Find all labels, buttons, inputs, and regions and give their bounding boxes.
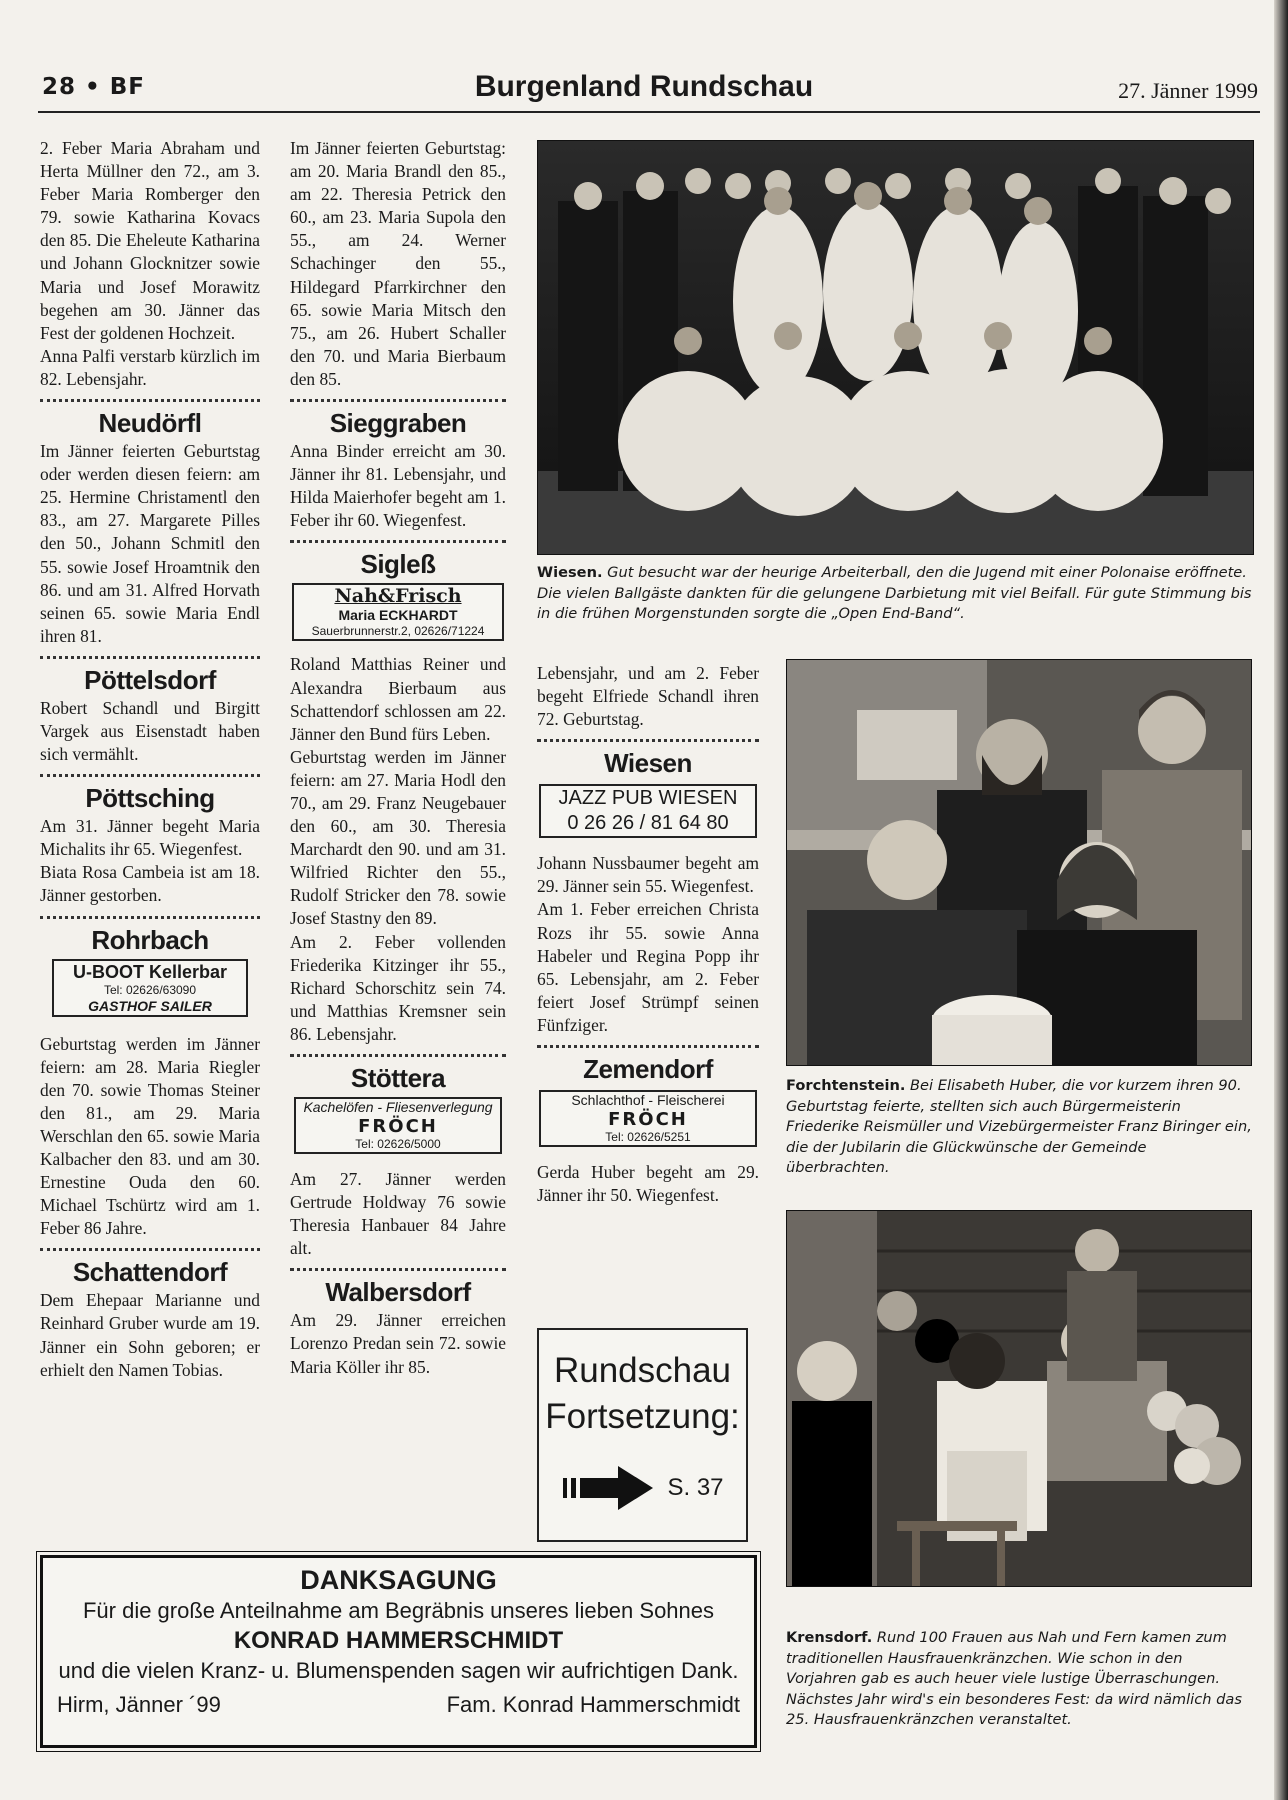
article-text: Anna Palfi verstarb kürzlich im 82. Lebensjahr. — [40, 345, 260, 389]
dotted-divider — [40, 399, 260, 402]
article-text: Lebensjahr, und am 2. Feber begeht Elfriede Schandl ihren 72. Geburtstag. — [537, 663, 759, 730]
ad-owner: Maria ECKHARDT — [338, 607, 458, 624]
header-rule — [38, 111, 1260, 113]
article-text: Im Jänner feierten Geburtstag oder werden diesen feiern: am 25. Hermine Christamentl den 83., am 27. Margarete Pilles den 50., Johann Schmitl den 55. sowie Josef Hroamtnik den 86. und am 31. Alfred Horvath seinen 65. sowie Maria Endl ihren 81. — [40, 441, 260, 646]
dotted-divider — [290, 1054, 506, 1057]
dotted-divider — [537, 1045, 759, 1048]
article-text: Am 2. Feber vollenden Friederika Kitzinger ihr 55., Richard Schorschitz sein 74. und Matthias Kremsner sein 86. Lebensjahr. — [290, 931, 506, 1044]
section-heading-zemendorf: Zemendorf — [583, 1054, 713, 1085]
ad-jazz-pub-wiesen — [539, 784, 757, 838]
caption-text: Gut besucht war der heurige Arbeiterball, den die Jugend mit einer Polonaise eröffnete. Die vielen Ballgäste dankten für die gelungene Darbietung mit viel Beifall. Für gute Stimmung bis in die frühen Morgenstunden sorgte die „Open End-Band“. — [537, 564, 1252, 622]
article-text: Biata Rosa Cambeia ist am 18. Jänner gestorben. — [40, 862, 260, 906]
dotted-divider — [537, 739, 759, 742]
article-text: Robert Schandl und Birgitt Vargek aus Eisenstadt haben sich vermählt. — [40, 697, 260, 765]
continuation-line2: Fortsetzung: — [545, 1397, 740, 1436]
ad-top-line: Schlachthof - Fleischerei — [571, 1092, 725, 1109]
article-text: Im Jänner feierten Geburtstag: am 20. Maria Brandl den 85., am 22. Theresia Petrick den 60., am 23. Maria Supola den 55., am 24. Werner Schachinger den 55., Hildegard Pfarrkirchner den 65. sowie Maria Mitsch den 75., am 26. Hubert Schaller den 70. und Maria Bierbaum den 85. — [290, 138, 506, 389]
ad-phone: 0 26 26 / 81 64 80 — [567, 812, 729, 835]
article-text: 2. Feber Maria Abraham und Herta Müllner den 72., am 3. Feber Maria Romberger den 79. sowie Katharina Kovacs den 85. Die Eheleute Katharina und Johann Glocknitzer sowie Maria und Josef Morawitz begehen am 30. Jänner das Fest der goldenen Hochzeit. — [40, 138, 260, 343]
photo-krensdorf — [786, 1210, 1252, 1587]
caption-krensdorf — [786, 1628, 1254, 1731]
article-text: Dem Ehepaar Marianne und Reinhard Gruber wurde am 19. Jänner ein Sohn geboren; er erhielt den Namen Tobias. — [40, 1290, 260, 1380]
column-2 — [290, 137, 506, 1379]
ad-froech-fleischerei — [539, 1090, 757, 1147]
article-text: Am 1. Feber erreichen Christa Rozs ihr 55. sowie Anna Habeler und Regina Popp ihr 65. Lebensjahr, am 2. Feber feiert Josef Strümpf seinen Fünfziger. — [537, 899, 759, 1035]
ad-title: FRÖCH — [608, 1109, 688, 1131]
article-text: Anna Binder erreicht am 30. Jänner ihr 81. Lebensjahr, und Hilda Maierhofer begeht am 1. Feber ihr 60. Wiegenfest. — [290, 441, 506, 531]
article-text: Johann Nussbaumer begeht am 29. Jänner sein 55. Wiegenfest. — [537, 853, 759, 897]
caption-place: Krensdorf. — [786, 1629, 873, 1646]
ball-photo-illustration — [538, 141, 1253, 554]
section-heading-schattendorf: Schattendorf — [72, 1257, 228, 1288]
column-1 — [40, 137, 260, 1382]
page-number: 28 • BF — [42, 74, 145, 100]
article-text: Geburtstag werden im Jänner feiern: am 28. Maria Riegler den 70. sowie Thomas Steiner den 81., am 29. Maria Werschlan den 65. sowie Maria Kalbacher den 83. und am 30. Ernestine Ouda den 60. Michael Tschürtz wird am 1. Feber 86 Jahre. — [40, 1033, 260, 1239]
arrow-right-icon — [561, 1466, 657, 1510]
page-edge — [1274, 0, 1288, 1800]
ad-froech-kacheloefen — [294, 1097, 502, 1154]
caption-text: Rund 100 Frauen aus Nah und Fern kamen zum traditionellen Hausfrauenkränzchen. Wie schon in den Vorjahren gab es auch heuer viele lustige Überraschungen. Nächstes Jahr wird's ein besonderes Fest: da wird nämlich das 25. Hausfrauenkränzchen veranstaltet. — [786, 1629, 1242, 1728]
continuation-pointer — [539, 1466, 746, 1510]
notice-line: und die vielen Kranz- u. Blumenspenden sagen wir aufrichtigen Dank. — [58, 1658, 739, 1683]
section-heading-stoettera: Stöttera — [350, 1063, 446, 1093]
ad-address: Sauerbrunnerstr.2, 02626/71224 — [311, 624, 485, 639]
continuation-line1: Rundschau — [553, 1351, 732, 1390]
section-heading-walbersdorf: Walbersdorf — [325, 1277, 471, 1308]
caption-text: Bei Elisabeth Huber, die vor kurzem ihren 90. Geburtstag feierte, stellten sich auch Bürgermeisterin Friederike Reismüller und Vizebürgermeister Franz Biringer ein, die der Jubilarin die Glückwünsche der Gemeinde überbrachten. — [786, 1077, 1252, 1176]
ad-title: JAZZ PUB WIESEN — [558, 787, 738, 810]
photo-wiesen-ball — [537, 140, 1254, 555]
birthday-photo-illustration — [787, 660, 1251, 1065]
notice-line: Für die große Anteilnahme am Begräbnis unseres lieben Sohnes — [82, 1598, 715, 1623]
caption-place: Forchtenstein. — [786, 1077, 906, 1094]
section-heading-sigless: Sigleß — [360, 549, 436, 580]
ad-phone: Tel: 02626/5000 — [355, 1137, 441, 1151]
continuation-page-ref: S. 37 — [667, 1474, 724, 1501]
column-3 — [537, 662, 759, 1207]
dotted-divider — [290, 1268, 506, 1271]
caption-wiesen — [537, 563, 1254, 625]
notice-place-date: Hirm, Jänner ´99 — [57, 1692, 221, 1717]
ad-uboot-kellerbar — [52, 959, 248, 1017]
section-heading-poettsching: Pöttsching — [85, 783, 215, 814]
section-heading-neudoerfl: Neudörfl — [98, 408, 202, 439]
ad-title: U-BOOT Kellerbar — [72, 961, 228, 982]
dotted-divider — [40, 1248, 260, 1251]
article-text: Am 31. Jänner begeht Maria Michalits ihr 65. Wiegenfest. — [40, 816, 260, 860]
section-heading-sieggraben: Sieggraben — [329, 408, 467, 439]
ad-title: FRÖCH — [358, 1116, 438, 1137]
article-text: Roland Matthias Reiner und Alexandra Bierbaum aus Schattendorf schlossen am 22. Jänner den Bund fürs Leben. — [290, 654, 506, 744]
continuation-box — [537, 1328, 748, 1542]
nah-frisch-logo: Nah&Frisch — [334, 585, 462, 608]
article-text: Geburtstag werden im Jänner feiern: am 27. Maria Hodl den 70., am 29. Franz Neugebauer den 60., am 30. Theresia Marchardt den 90. und am 31. Wilfried Richter den 55., Rudolf Stricker den 78. sowie Josef Stastny den 89. — [290, 746, 506, 929]
dotted-divider — [290, 540, 506, 543]
issue-date: 27. Jänner 1999 — [1118, 78, 1258, 103]
article-text: Am 29. Jänner erreichen Lorenzo Predan sein 72. sowie Maria Köller ihr 85. — [290, 1310, 506, 1377]
danksagung-notice — [40, 1555, 757, 1748]
notice-name: KONRAD HAMMERSCHMIDT — [233, 1627, 564, 1654]
section-heading-wiesen: Wiesen — [604, 748, 692, 779]
ad-phone: Tel: 02626/5251 — [605, 1130, 691, 1145]
notice-footer — [43, 1686, 754, 1720]
dotted-divider — [40, 656, 260, 659]
ad-phone: Tel: 02626/63090 — [103, 982, 197, 997]
newspaper-title: Burgenland Rundschau — [474, 70, 814, 103]
dotted-divider — [40, 774, 260, 777]
ad-nah-frisch — [292, 583, 504, 641]
notice-title: DANKSAGUNG — [300, 1565, 497, 1595]
ad-subtitle: GASTHOF SAILER — [88, 997, 212, 1014]
section-heading-poettelsdorf: Pöttelsdorf — [84, 664, 216, 695]
article-text: Gerda Huber begeht am 29. Jänner ihr 50. Wiegenfest. — [537, 1162, 759, 1206]
caption-forchtenstein — [786, 1076, 1254, 1179]
ad-top-line: Kachelöfen - Fliesenverlegung — [303, 1099, 493, 1115]
section-heading-rohrbach: Rohrbach — [91, 924, 209, 955]
dotted-divider — [290, 399, 506, 402]
caption-place: Wiesen. — [537, 564, 603, 581]
photo-forchtenstein — [786, 659, 1252, 1066]
party-photo-illustration — [787, 1211, 1251, 1586]
dotted-divider — [40, 916, 260, 919]
notice-signature: Fam. Konrad Hammerschmidt — [446, 1692, 740, 1717]
article-text: Am 27. Jänner werden Gertrude Holdway 76 sowie Theresia Hanbauer 84 Jahre alt. — [290, 1169, 506, 1259]
